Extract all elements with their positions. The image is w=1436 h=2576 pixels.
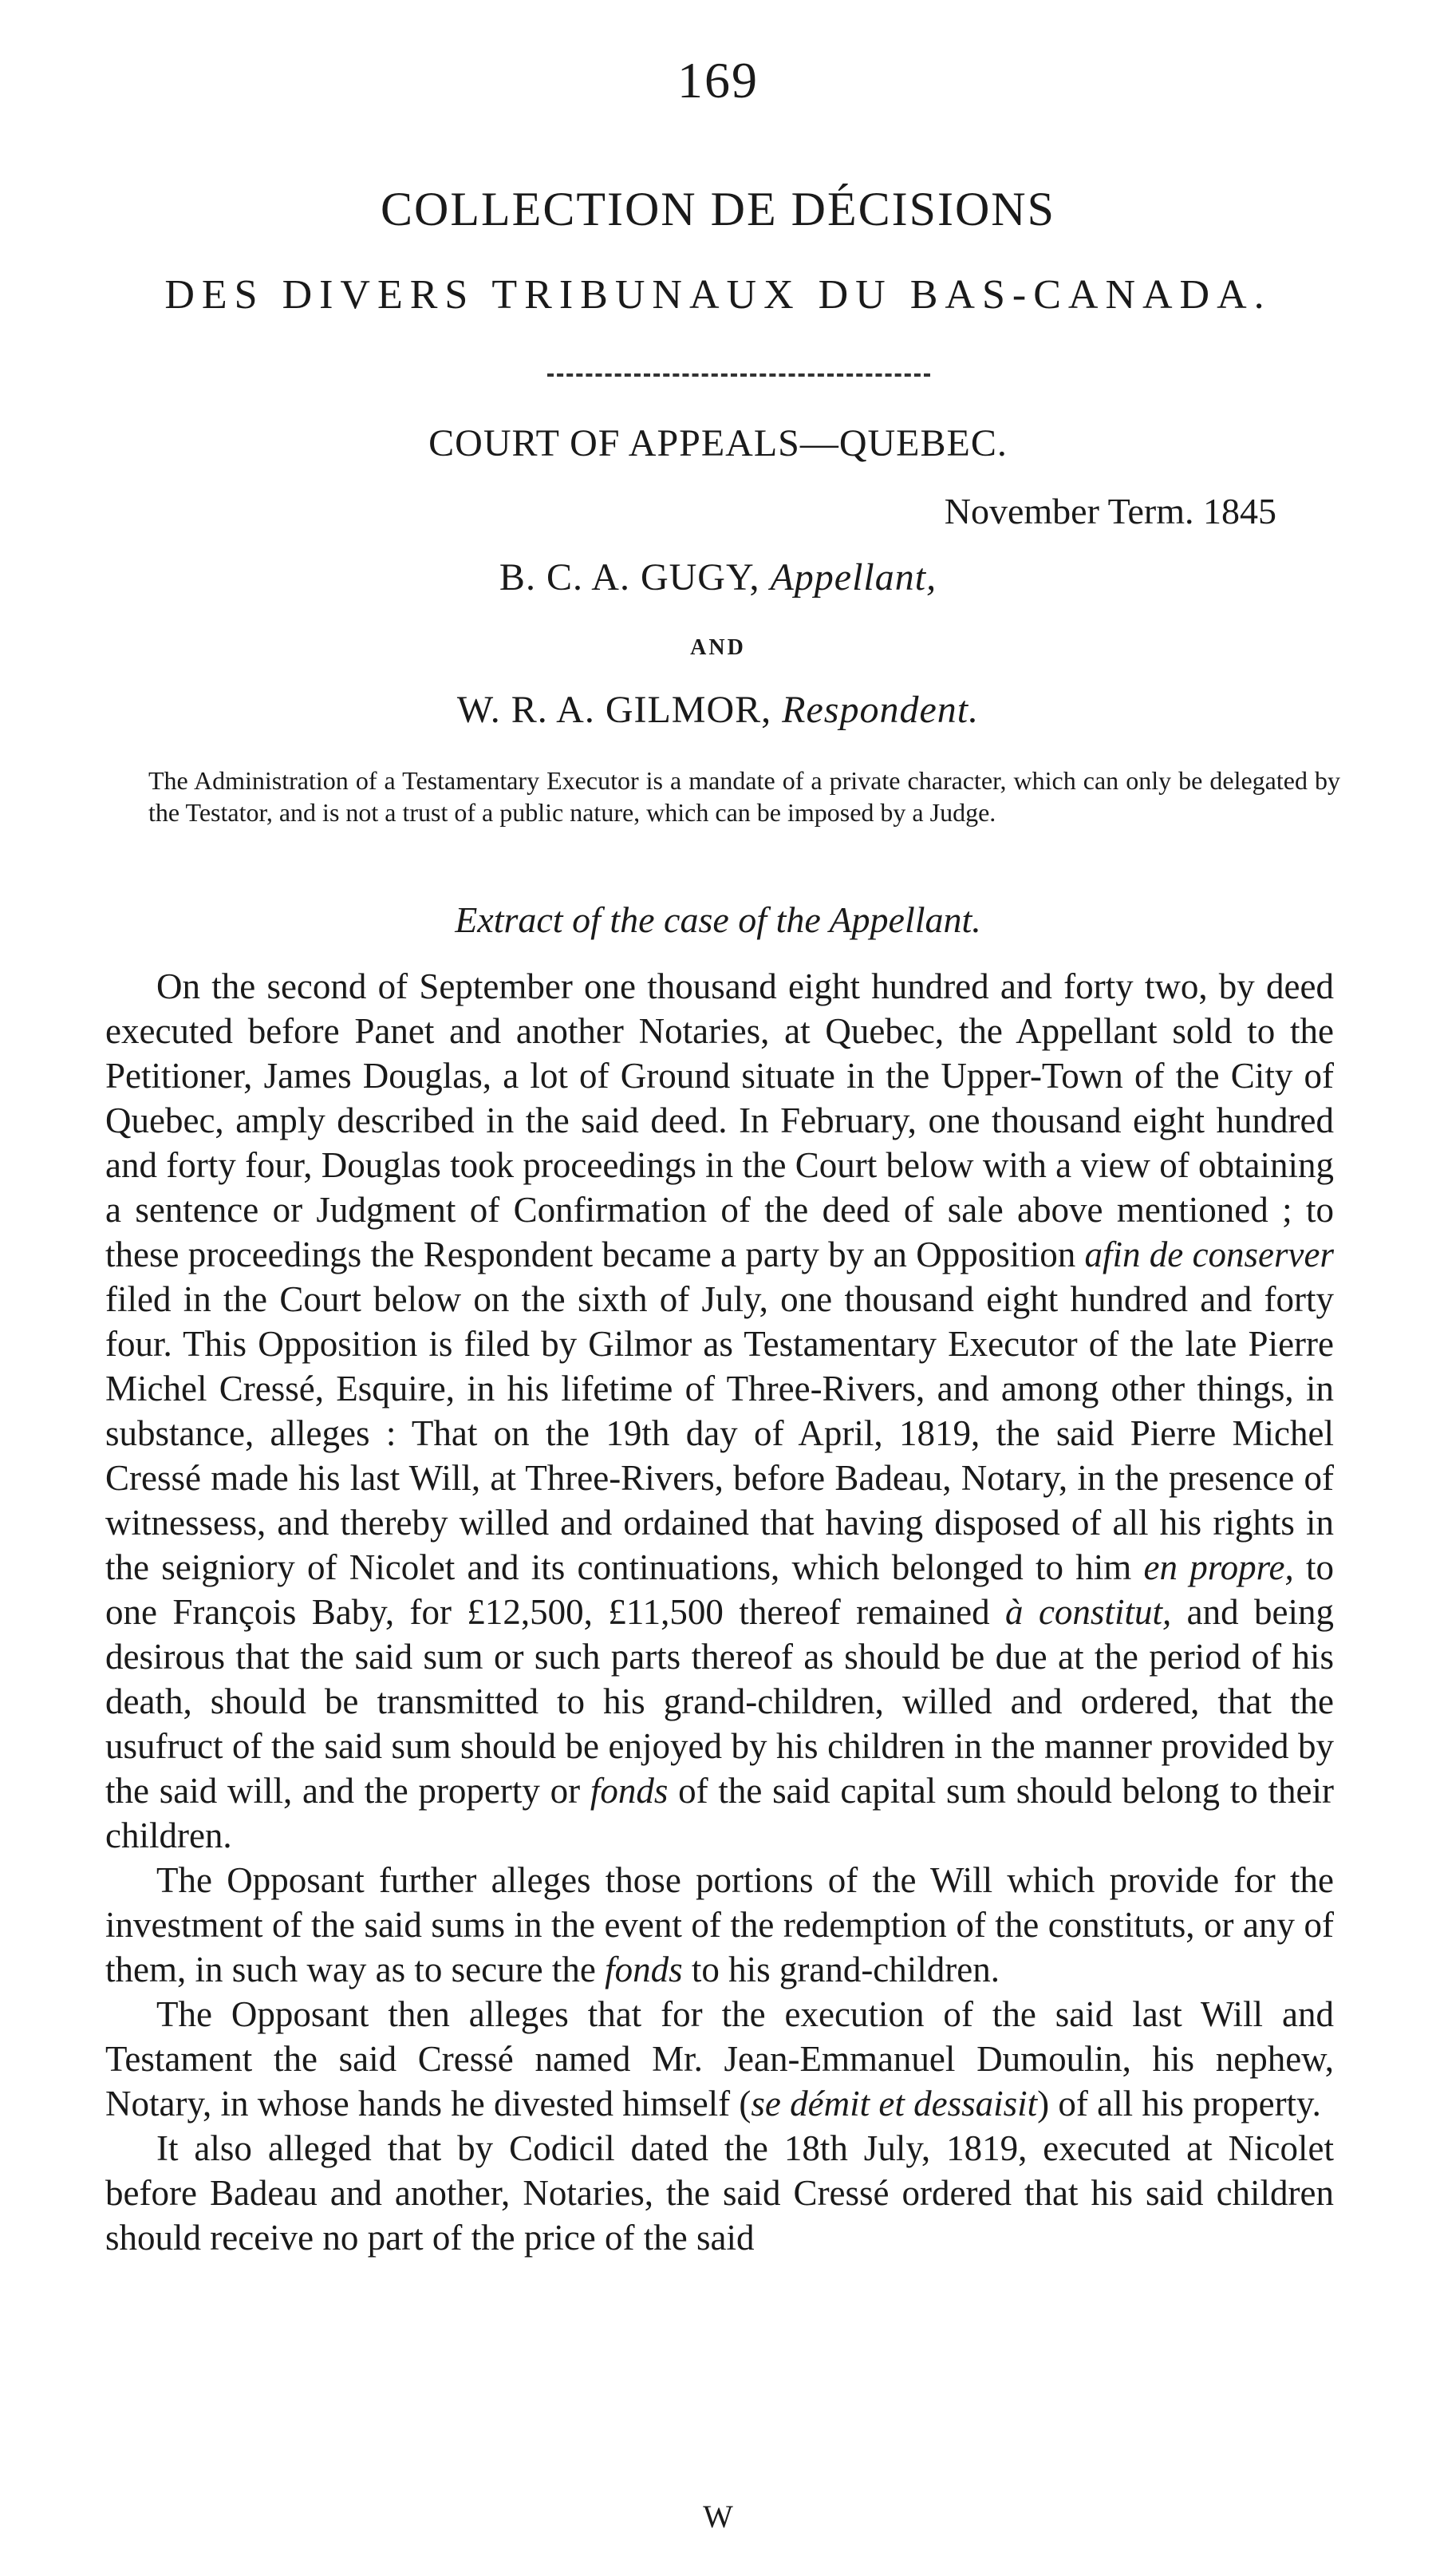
- respondent-line: [0, 688, 1436, 732]
- paragraph-1-text-c: to one François Baby, for £12,500, £11,500 thereof remained: [105, 1547, 1334, 1632]
- appellant-role: Appellant,: [770, 556, 937, 599]
- section-divider: [547, 373, 930, 377]
- collection-title: COLLECTION DE DÉCISIONS: [381, 183, 1055, 235]
- paragraph-1-italic-d: fonds: [590, 1771, 669, 1811]
- paragraph-1-text-a: On the second of September one thousand eight hundred and forty two, by deed executed before Panet and another Notaries, at Quebec, the Appellant sold to the Petitioner, James Douglas, a lot of Ground situate in the Upper-Town of the City of Quebec, amply described in the said deed. In February, one thousand eight hundred and forty four, Douglas took proceedings in the Court below with a view of obtaining a sentence or Judgment of Confirmation of the deed of sale above mentioned ; to these proceedings the Respondent became a party by an Opposition: [105, 966, 1334, 1274]
- court-heading: COURT OF APPEALS—QUEBEC.: [428, 422, 1008, 464]
- appellant-name: B. C. A. GUGY,: [499, 556, 760, 599]
- paragraph-1-italic-a: afin de conserver: [1084, 1235, 1334, 1274]
- paragraph-2-italic-a: fonds: [605, 1950, 683, 1989]
- paragraph-2: [105, 1858, 1334, 1992]
- term-line: November Term. 1845: [944, 491, 1276, 531]
- paragraph-1-text-b: filed in the Court below on the sixth of July, one thousand eight hundred and forty four. This Opposition is filed by Gilmor as Testamentary Executor of the late Pierre Michel Cressé, Esquire, in his lifetime of Three-Rivers, and among other things, in substance, alleges : That on the 19th day of April, 1819, the said Pierre Michel Cressé made his last Will, at Three-Rivers, before Badeau, Notary, in the presence of witnessess, and thereby willed and ordained that having disposed of all his rights in the seigniory of Nicolet and its continuations, which belonged to him: [105, 1279, 1334, 1587]
- paragraph-3-italic-a: se démit et dessaisit: [751, 2084, 1038, 2124]
- paragraph-3-text-a: The Opposant then alleges that for the execution of the said last Will and Testament the said Cressé named Mr. Jean-Emmanuel Dumoulin, his nephew, Notary, in whose hands he divested himself (: [105, 1994, 1334, 2124]
- respondent-role: Respondent.: [782, 689, 980, 731]
- party-conjunction: AND: [690, 635, 746, 660]
- paragraph-1: [105, 964, 1334, 1858]
- page-number: 169: [677, 52, 759, 109]
- paragraph-3-text-b: ) of all his property.: [1037, 2084, 1321, 2124]
- paragraph-1-italic-c: à constitut,: [1005, 1592, 1172, 1632]
- paragraph-4-text-a: It also alleged that by Codicil dated the 18th July, 1819, executed at Nicolet before Badeau and another, Notaries, the said Cressé ordered that his said children should receive no part of the price of the said: [105, 2128, 1334, 2258]
- signature-mark: W: [703, 2499, 733, 2535]
- collection-subtitle: DES DIVERS TRIBUNAUX DU BAS-CANADA.: [164, 272, 1272, 318]
- paragraph-1-italic-b: en propre,: [1143, 1547, 1294, 1587]
- paragraph-1-text-e: of the said capital sum should belong to their children.: [105, 1771, 1334, 1855]
- paragraph-2-text-a: The Opposant further alleges those portions of the Will which provide for the investment of the said sums in the event of the redemption of the constituts, or any of them, in such way as to secure the: [105, 1860, 1334, 1989]
- appellant-line: [0, 555, 1436, 599]
- headnote: The Administration of a Testamentary Executor is a mandate of a private character, which can only be delegated by the Testator, and is not a trust of a public nature, which can be imposed by a Judge.: [148, 766, 1340, 827]
- paragraph-1-text-d: and being desirous that the said sum or such parts thereof as should be due at the period of his death, should be transmitted to his grand-children, willed and ordered, that the usufruct of the said sum should be enjoyed by his children in the manner provided by the said will, and the property or: [105, 1592, 1334, 1811]
- paragraph-4: [105, 2126, 1334, 2260]
- respondent-name: W. R. A. GILMOR,: [456, 689, 772, 731]
- paragraph-2-text-b: to his grand-children.: [682, 1950, 1000, 1989]
- paragraph-3: [105, 1992, 1334, 2126]
- extract-heading: Extract of the case of the Appellant.: [455, 899, 981, 940]
- case-body: [105, 964, 1334, 2260]
